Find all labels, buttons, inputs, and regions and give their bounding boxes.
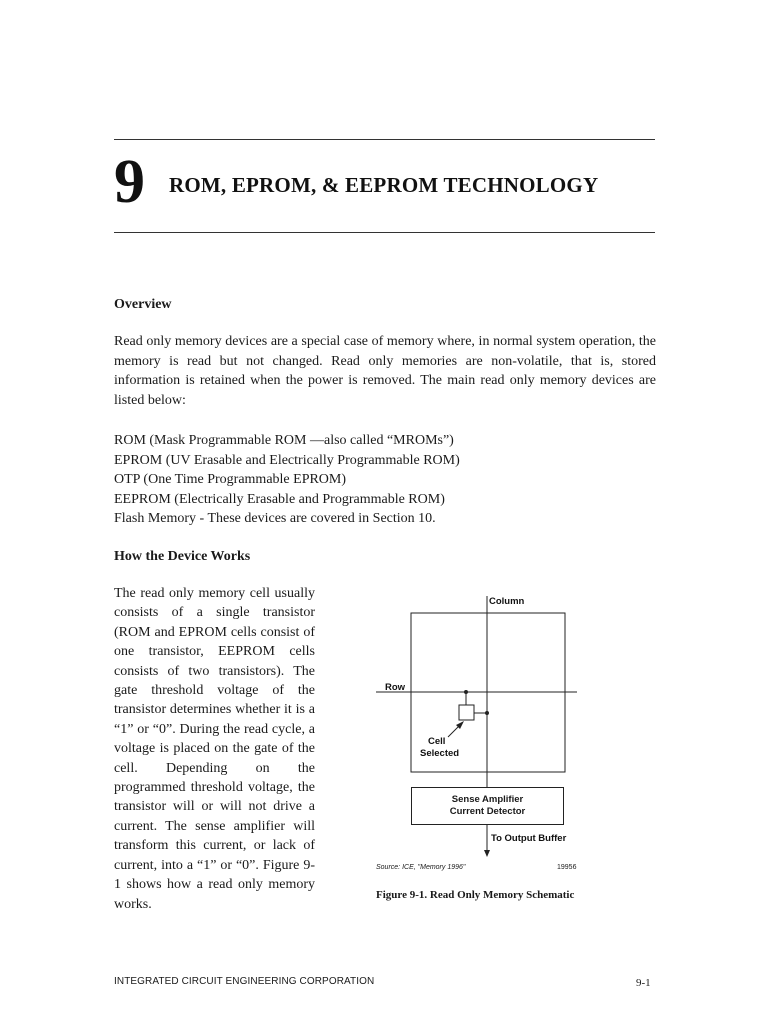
- footer-company: INTEGRATED CIRCUIT ENGINEERING CORPORATION: [114, 976, 375, 987]
- output-buffer-label: To Output Buffer: [491, 833, 567, 844]
- cell-label-line2: Selected: [420, 748, 460, 759]
- sense-amplifier-label: Sense Amplifier: [451, 794, 524, 805]
- page-number: 9-1: [636, 977, 651, 989]
- how-it-works-paragraph: The read only memory cell usually consists of a single transistor (ROM and EPROM cells consist of one transistor, EEPROM cells consists of two transistors). The gate threshold voltage of the transistor determines whether it is a “1” or “0”. During the read cycle, a voltage is placed on the gate of the cell. Depending on the programmed threshold voltage, the transistor will or will not drive a current. The sense amplifier will transform this current, or lack of current, into a “1” or “0”. Figure 9-1 shows how a read only memory works.: [114, 586, 315, 912]
- row-label: Row: [385, 682, 406, 693]
- device-list-item: EEPROM (Electrically Erasable and Programmable ROM): [114, 491, 445, 507]
- device-list-item: Flash Memory - These devices are covered in Section 10.: [114, 511, 436, 526]
- figure-source: Source: ICE, "Memory 1996": [376, 864, 466, 871]
- cell-transistor: [459, 705, 474, 720]
- column-label: Column: [489, 596, 525, 607]
- how-it-works-heading: How the Device Works: [114, 549, 251, 564]
- device-list-item: ROM (Mask Programmable ROM —also called “MROMs”): [114, 433, 454, 448]
- current-detector-label: Current Detector: [449, 806, 526, 817]
- sense-amplifier-box: [411, 787, 564, 825]
- output-arrowhead: [484, 850, 490, 857]
- cell-label-line1: Cell: [428, 736, 446, 747]
- figure-caption: Figure 9-1. Read Only Memory Schematic: [376, 889, 575, 901]
- overview-heading: Overview: [114, 297, 172, 312]
- figure-id: 19956: [557, 864, 577, 871]
- chapter-number: 9: [114, 148, 145, 216]
- device-list-item: OTP (One Time Programmable EPROM): [114, 472, 347, 487]
- device-list-item: EPROM (UV Erasable and Electrically Programmable ROM): [114, 452, 460, 468]
- column-junction-dot: [485, 711, 489, 715]
- overview-paragraph: Read only memory devices are a special case of memory where, in normal system operation, the memory is read but not changed. Read only memories are non-volatile, that is, stored information is retained when the power is removed. The main read only memory devices are listed below:: [114, 334, 656, 408]
- chapter-title: ROM, EPROM, & EEPROM TECHNOLOGY: [169, 173, 599, 197]
